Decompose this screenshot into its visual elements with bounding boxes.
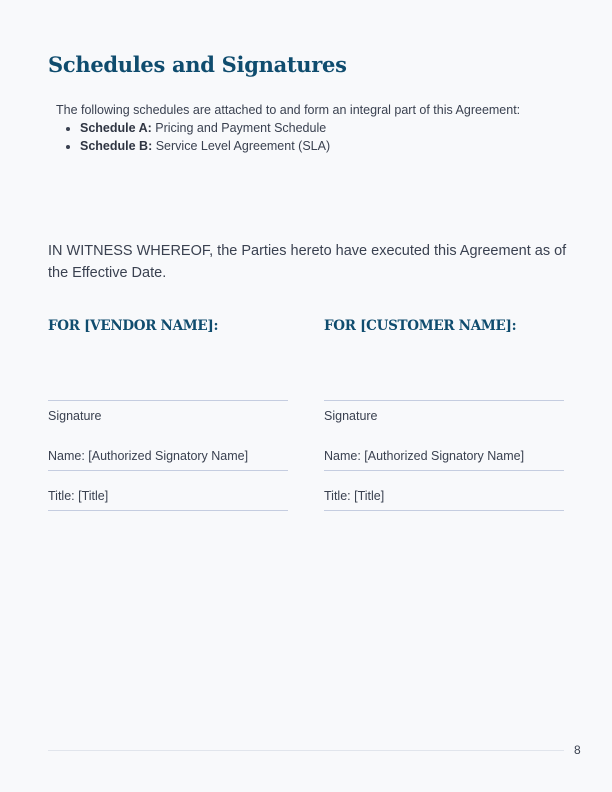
signatory-title: Title: [Title] — [48, 489, 109, 503]
witness-clause: IN WITNESS WHEREOF, the Parties hereto have executed this Agreement as of the Effective Date. — [48, 243, 567, 281]
name-line — [48, 470, 288, 471]
signature-label: Signature — [48, 409, 102, 423]
signature-heading: FOR [VENDOR NAME]: — [48, 318, 219, 334]
signatory-name: Name: [Authorized Signatory Name] — [324, 449, 525, 463]
title-line — [48, 510, 288, 511]
schedule-list — [60, 119, 330, 155]
schedule-text: Pricing and Payment Schedule — [151, 121, 327, 135]
signature-line — [48, 400, 288, 401]
schedules-intro: The following schedules are attached to and form an integral part of this Agreement: — [56, 103, 521, 117]
footer-divider — [48, 750, 564, 751]
signature-line — [324, 400, 564, 401]
schedule-item — [80, 119, 330, 137]
signature-label: Signature — [324, 409, 378, 423]
name-line — [324, 470, 564, 471]
title-line — [324, 510, 564, 511]
signature-heading: FOR [CUSTOMER NAME]: — [324, 318, 517, 334]
schedule-text: Service Level Agreement (SLA) — [152, 139, 331, 153]
page-number: 8 — [574, 743, 581, 757]
schedule-item — [80, 137, 330, 155]
page-title: Schedules and Signatures — [48, 52, 347, 77]
schedule-label: Schedule B: — [80, 139, 153, 153]
vendor-signature-block — [48, 318, 288, 503]
signatory-title: Title: [Title] — [324, 489, 385, 503]
signatory-name: Name: [Authorized Signatory Name] — [48, 449, 249, 463]
schedule-label: Schedule A: — [80, 121, 152, 135]
customer-signature-block — [324, 318, 564, 503]
